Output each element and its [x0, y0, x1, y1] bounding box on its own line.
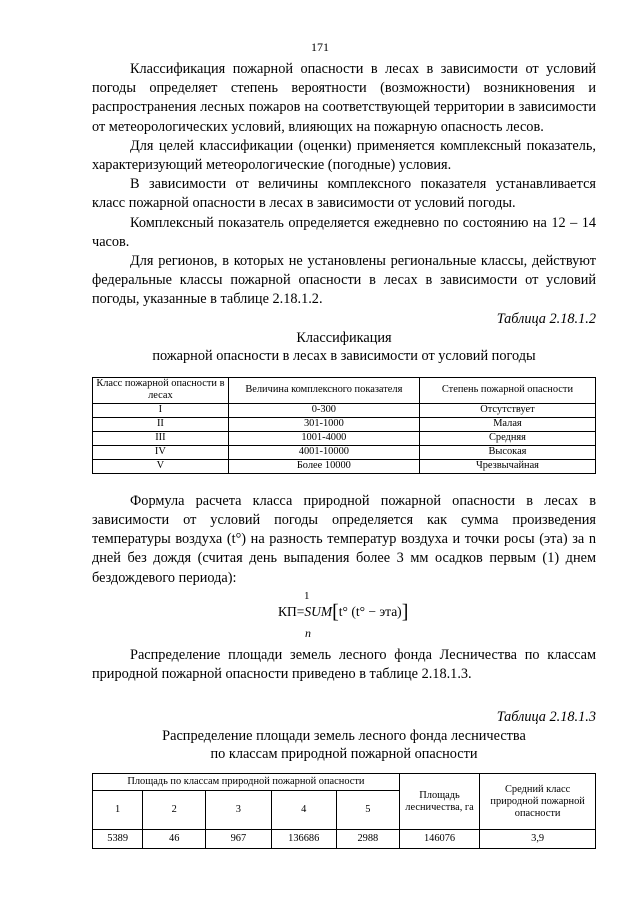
cell-class-5: 2988: [336, 830, 399, 849]
cell-class-3: 967: [206, 830, 271, 849]
table-header-row: [93, 377, 596, 403]
header-avg-class: Средний класс природной пожарной опасности: [480, 774, 596, 830]
table1-title-line2: пожарной опасности в лесах в зависимости от условий погоды: [152, 347, 536, 364]
cell-class-4: 136686: [271, 830, 336, 849]
cell-value: Более 10000: [228, 459, 419, 473]
paragraph-formula: Формула расчета класса природной пожарной опасности в лесах в зависимости от условий погоды определяется как сумма произведения температуры воздуха (t°) на разность температур воздуха и точки росы (эта) за n дней без дождя (считая день выпадения более 3 мм осадков первым (1) днем бездождевого периода):: [92, 492, 596, 586]
cell-class: V: [93, 459, 229, 473]
cell-total-area: 146076: [399, 830, 479, 849]
cell-value: 301-1000: [228, 417, 419, 431]
header-class-5: 5: [336, 791, 399, 830]
paragraph-class-dependency: В зависимости от величины комплексного показателя устанавливается класс пожарной опасности в лесах в зависимости от условий погоды.: [92, 176, 596, 212]
cell-value: 4001-10000: [228, 445, 419, 459]
cell-value: 1001-4000: [228, 431, 419, 445]
formula: [92, 590, 596, 642]
table1-caption: Таблица 2.18.1.2: [496, 310, 596, 327]
header-class-2: 2: [143, 791, 206, 830]
header-area-by-class: Площадь по классам природной пожарной опасности: [93, 774, 400, 791]
table2-title-line2: по классам природной пожарной опасности: [210, 746, 478, 763]
table-row: [93, 445, 596, 459]
cell-class-1: 5389: [93, 830, 143, 849]
cell-degree: Средняя: [419, 431, 595, 445]
paragraph-regions: Для регионов, в которых не установлены региональные классы, действуют федеральные классы пожарной опасности в лесах в зависимости от условий погоды, указанные в таблице 2.18.1.2.: [92, 253, 596, 308]
header-class-1: 1: [93, 791, 143, 830]
cell-class-2: 46: [143, 830, 206, 849]
table-header-row: [93, 774, 596, 791]
formula-upper-limit: 1: [304, 589, 310, 602]
cell-degree: Высокая: [419, 445, 595, 459]
paragraph-distribution: Распределение площади земель лесного фонда Лесничества по классам природной пожарной опасности приведено в таблице 2.18.1.3.: [92, 646, 596, 683]
cell-class: III: [93, 431, 229, 445]
table2-caption: Таблица 2.18.1.3: [496, 709, 596, 726]
table-row: [93, 431, 596, 445]
header-class-3: 3: [206, 791, 271, 830]
table-row: [93, 459, 596, 473]
cell-class: I: [93, 403, 229, 417]
table1-title-line1: Классификация: [296, 329, 392, 346]
cell-class: IV: [93, 445, 229, 459]
table2-title-line1: Распределение площади земель лесного фонда лесничества: [162, 728, 526, 745]
area-by-class-table: [92, 773, 596, 849]
paragraph-classification: Классификация пожарной опасности в лесах в зависимости от условий погоды определяет степень вероятности (возможности) возникновения и распространения лесных пожаров на соответствующей территории в зависимости от метеорологических условий, влияющих на пожарную опасность лесов.: [92, 61, 596, 135]
header-index-value: Величина комплексного показателя: [228, 377, 419, 403]
formula-body: t° (t° − эта): [338, 603, 402, 619]
table-row: [93, 403, 596, 417]
header-class-4: 4: [271, 791, 336, 830]
cell-degree: Малая: [419, 417, 595, 431]
paragraph-daily: Комплексный показатель определяется ежедневно по состоянию на 12 – 14 часов.: [92, 214, 596, 250]
formula-lower-limit: n: [305, 625, 311, 640]
header-class: Класс пожарной опасности в лесах: [93, 377, 229, 403]
table-row: [93, 830, 596, 849]
page-number: 171: [311, 40, 329, 54]
cell-degree: Чрезвычайная: [419, 459, 595, 473]
formula-bracket-close: ]: [401, 600, 409, 623]
paragraph-complex-index: Для целей классификации (оценки) применяется комплексный показатель, характеризующий метеорологические (погодные) условия.: [92, 137, 596, 174]
formula-lhs: КП=: [278, 603, 305, 619]
fire-danger-class-table: [92, 377, 596, 474]
table-row: [93, 417, 596, 431]
cell-degree: Отсутствует: [419, 403, 595, 417]
page-body: [92, 60, 596, 849]
formula-bracket-open: [: [332, 600, 339, 623]
cell-class: II: [93, 417, 229, 431]
cell-value: 0-300: [228, 403, 419, 417]
header-danger-degree: Степень пожарной опасности: [419, 377, 595, 403]
formula-sum: SUM: [304, 603, 333, 619]
formula-main: [278, 600, 409, 623]
header-total-area: Площадь лесничества, га: [399, 774, 479, 830]
cell-avg-class: 3,9: [480, 830, 596, 849]
